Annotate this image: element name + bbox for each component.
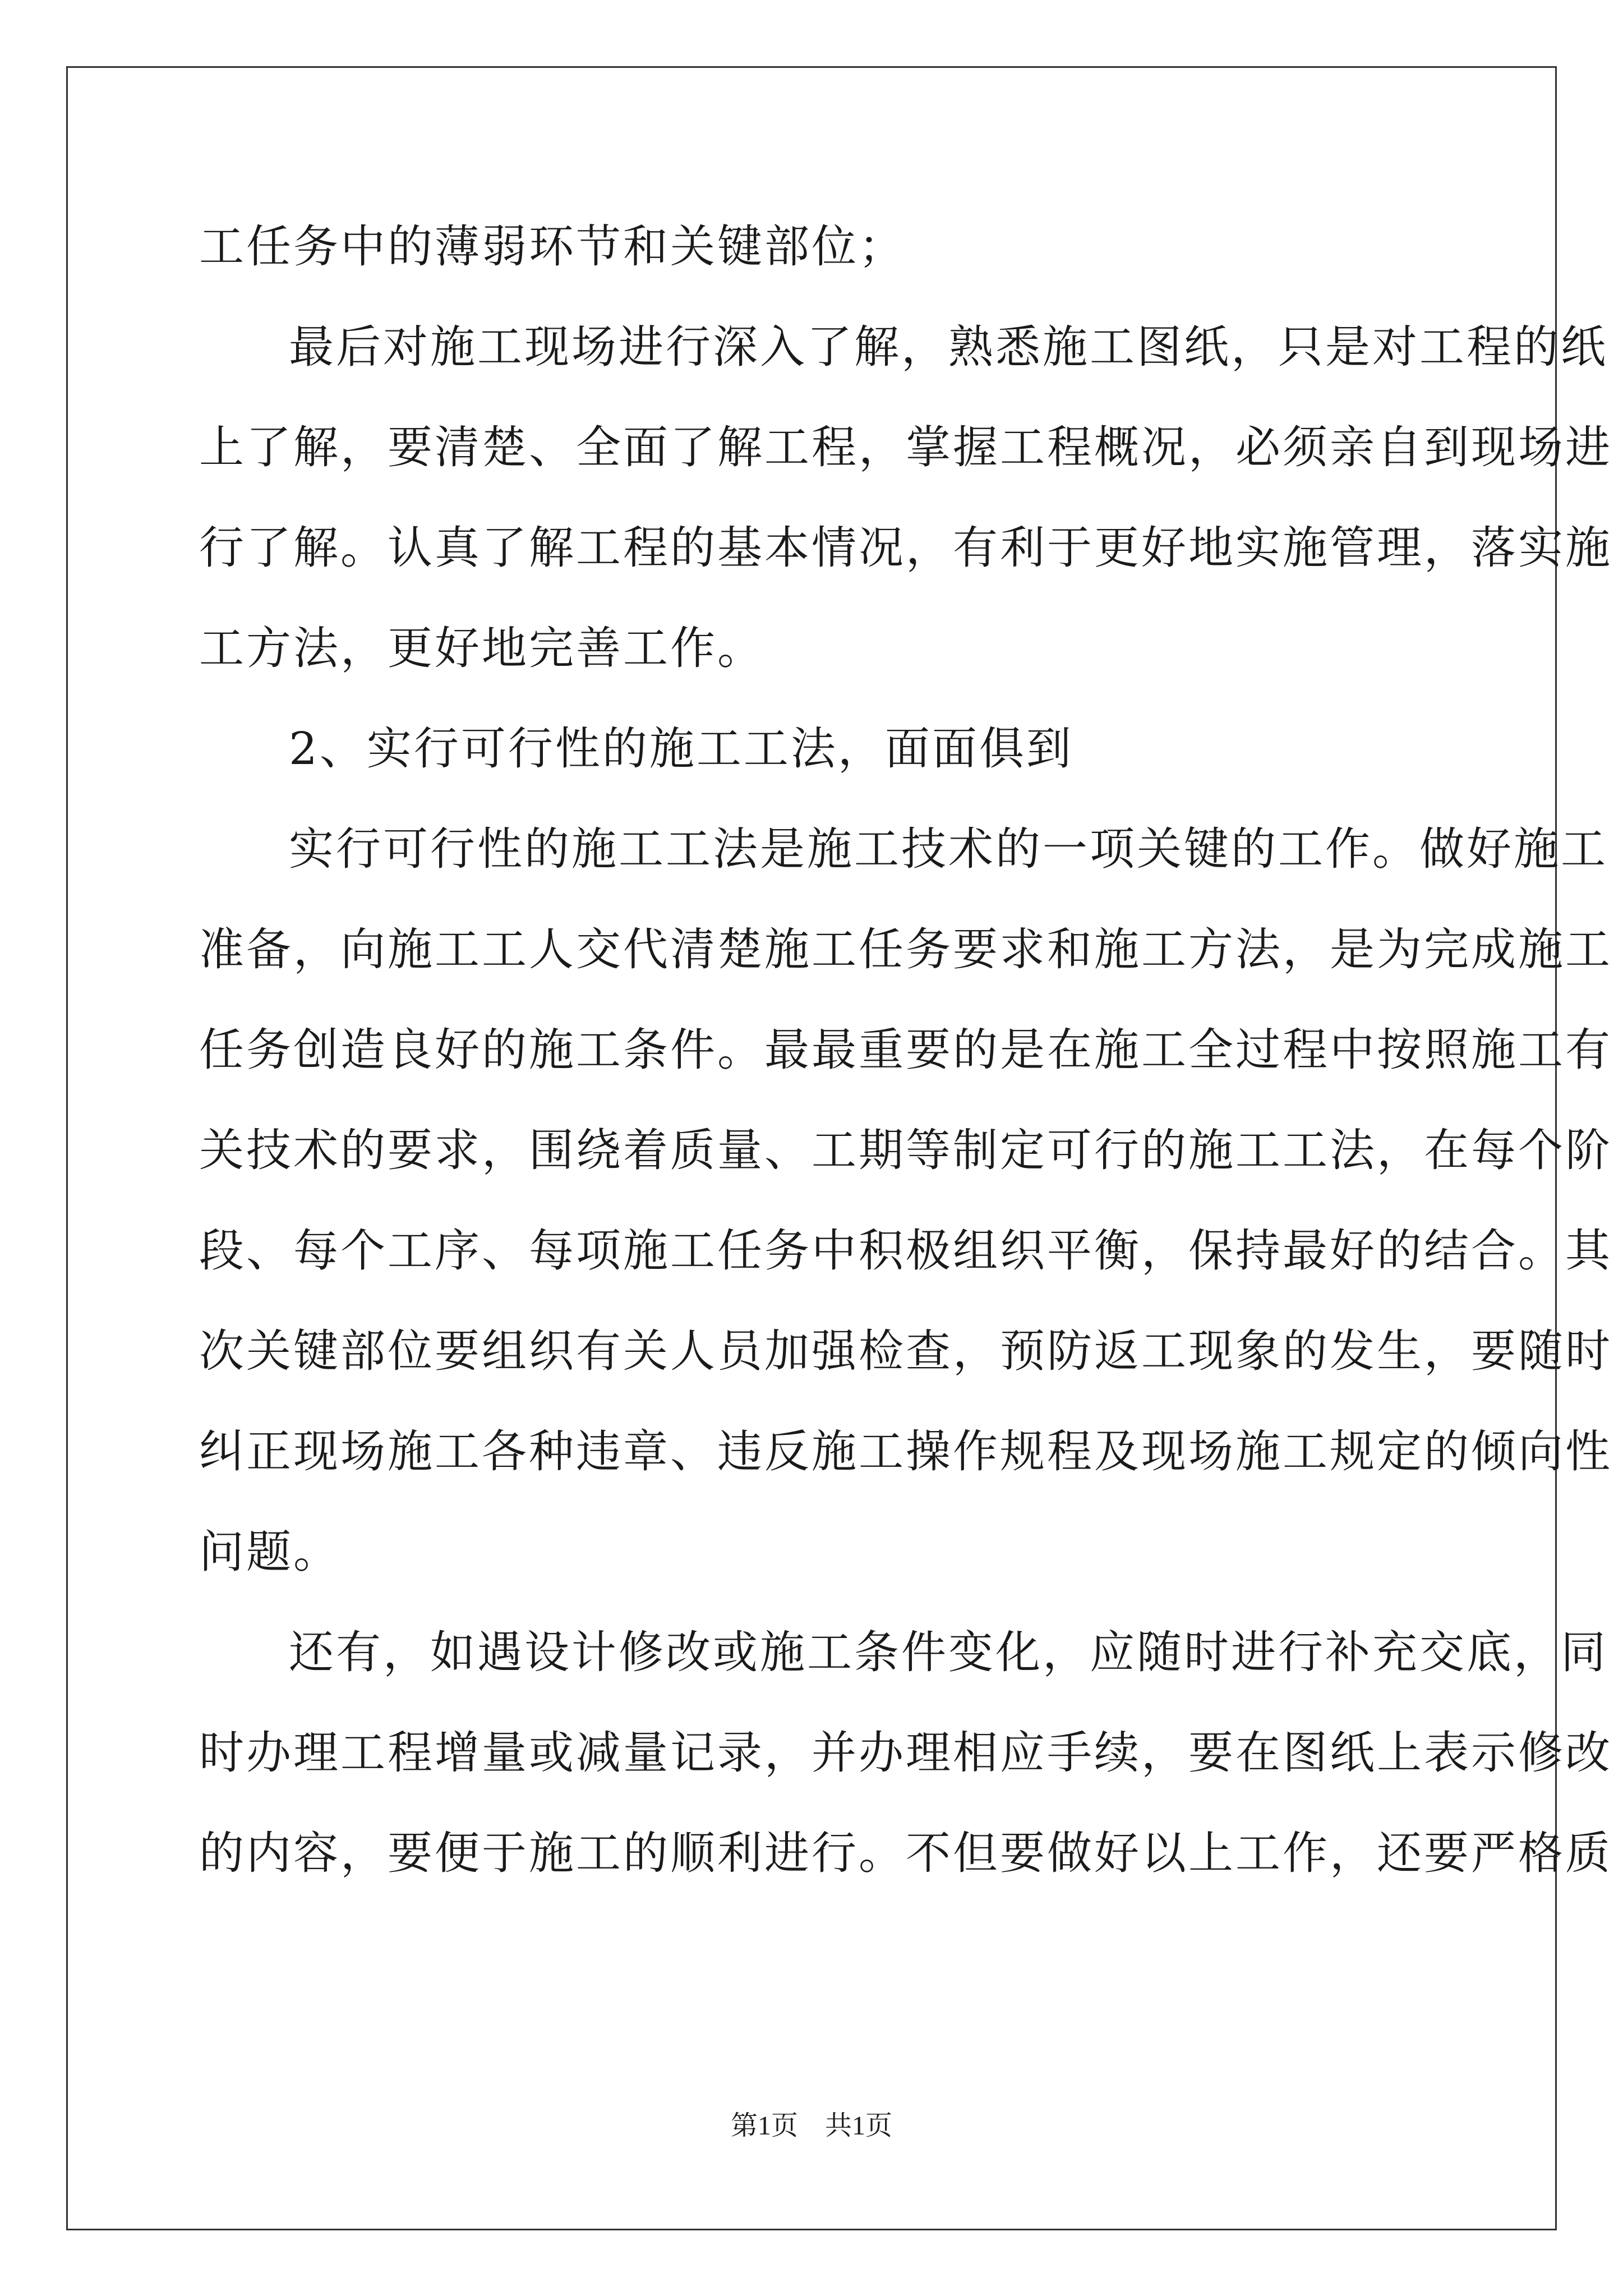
text-line: 段、每个工序、每项施工任务中积极组织平衡，保持最好的结合。其	[199, 1225, 1612, 1277]
text-line: 问题。	[199, 1526, 340, 1578]
text-line: 工方法，更好地完善工作。	[199, 622, 764, 674]
text-line: 时办理工程增量或减量记录，并办理相应手续，要在图纸上表示修改	[199, 1727, 1612, 1779]
text-line: 的内容，要便于施工的顺利进行。不但要做好以上工作，还要严格质	[199, 1827, 1612, 1879]
section-heading: 2、实行可行性的施工工法，面面俱到	[289, 723, 1073, 775]
text-line: 实行可行性的施工工法是施工技术的一项关键的工作。做好施工	[289, 823, 1608, 875]
text-line: 行了解。认真了解工程的基本情况，有利于更好地实施管理，落实施	[199, 522, 1612, 574]
text-line: 还有，如遇设计修改或施工条件变化，应随时进行补充交底，同	[289, 1626, 1608, 1678]
text-line: 准备，向施工工人交代清楚施工任务要求和施工方法，是为完成施工	[199, 923, 1612, 976]
text-line: 工任务中的薄弱环节和关键部位；	[199, 220, 906, 273]
page-footer: 第1页 共1页	[730, 2111, 892, 2141]
text-line: 关技术的要求，围绕着质量、工期等制定可行的施工工法，在每个阶	[199, 1124, 1612, 1176]
text-line: 次关键部位要组织有关人员加强检查，预防返工现象的发生，要随时	[199, 1325, 1612, 1377]
text-line: 任务创造良好的施工条件。最最重要的是在施工全过程中按照施工有	[199, 1024, 1612, 1076]
text-line: 上了解，要清楚、全面了解工程，掌握工程概况，必须亲自到现场进	[199, 421, 1612, 473]
text-line: 纠正现场施工各种违章、违反施工操作规程及现场施工规定的倾向性	[199, 1425, 1612, 1478]
text-line: 最后对施工现场进行深入了解，熟悉施工图纸，只是对工程的纸	[289, 321, 1608, 373]
